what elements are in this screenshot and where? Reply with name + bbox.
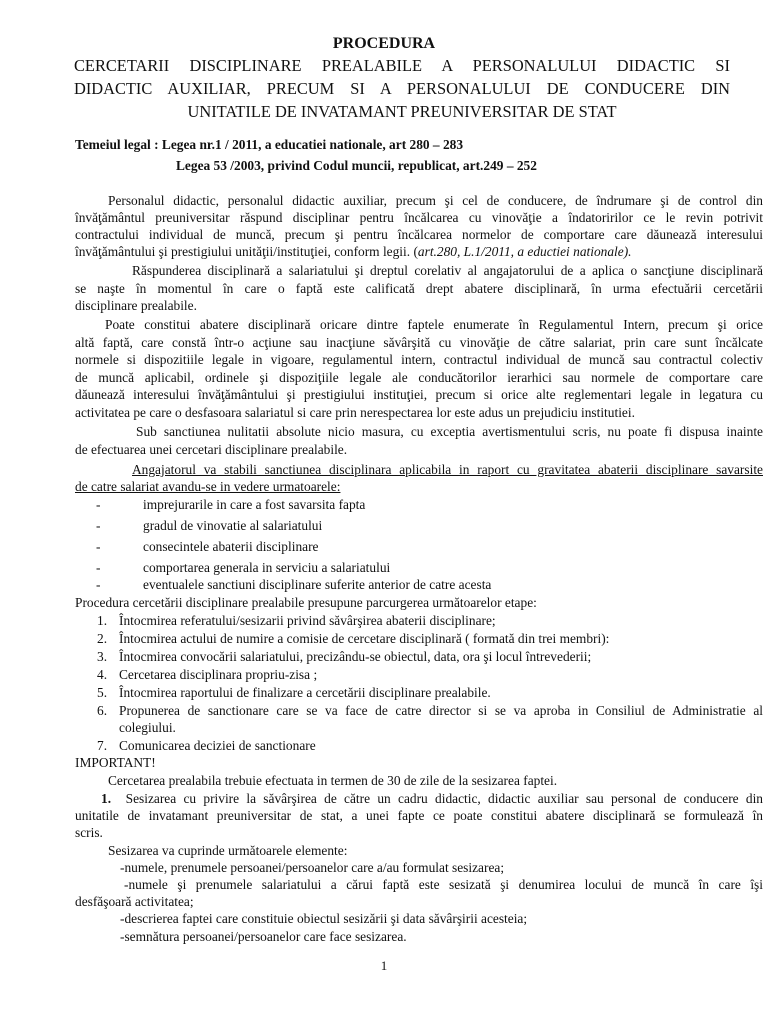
important-text: Cercetarea prealabila trebuie efectuata in termen de 30 de zile de la sesizarea faptei.	[108, 773, 558, 788]
section-line: unitatile de invatamant preuniversitar de stat, a unei fapte ce poate constitui abatere disciplinară se formulează în	[75, 808, 763, 823]
step-number: 7.	[97, 738, 108, 753]
legal-basis-line-2: Legea 53 /2003, privind Codul muncii, republicat, art.249 – 252	[176, 158, 537, 173]
step-number: 4.	[97, 667, 108, 682]
element-item-continued: desfăşoară activitatea;	[75, 894, 194, 909]
paragraph-line: se naşte în momentul în care o faptă este calificată drept abatere disciplinară, în urma efectuării cercetării	[75, 281, 763, 296]
section-number: 1.	[101, 791, 112, 806]
subtitle-line: DIDACTIC AUXILIAR, PRECUM SI A PERSONALULUI DE CONDUCERE DIN	[74, 79, 730, 98]
dash-bullet: -	[96, 560, 101, 575]
dash-bullet: -	[96, 577, 101, 592]
step-text: Întocmirea actului de numire a comisie de cercetare disciplinară ( formată din trei membri):	[119, 631, 610, 646]
paragraph-line: normele si dispozitiile legale in vigoare, regulamentul intern, contractul individual de muncă sau contractul colectiv	[75, 352, 763, 367]
legal-basis-line-1: Temeiul legal : Legea nr.1 / 2011, a educatiei nationale, art 280 – 283	[75, 137, 464, 152]
criteria-item: eventualele sanctiuni disciplinare suferite anterior de catre acesta	[143, 577, 492, 592]
paragraph-line: contractului individual de muncă, precum şi pentru încălcarea normelor de comportare care dăunează interesului	[75, 227, 763, 242]
paragraph-line: de efectuarea unei cercetari disciplinare prealabile.	[75, 442, 348, 457]
paragraph-line: Personalul didactic, personalul didactic auxiliar, precum şi cel de conducere, de îndrumare şi de control din	[108, 193, 763, 208]
element-item: -descrierea faptei care constituie obiectul sesizării şi data săvârşirii acesteia;	[120, 911, 528, 926]
criteria-item: gradul de vinovatie al salariatului	[143, 518, 323, 533]
step-number: 1.	[97, 613, 108, 628]
element-item: -numele şi prenumele salariatului a cărui faptă este sesizată şi denumirea locului de muncă în care îşi	[124, 877, 763, 892]
paragraph-line	[75, 243, 632, 260]
paragraph-line: Răspunderea disciplinară a salariatului şi dreptul corelativ al angajatorului de a aplica o sancţiune disciplinară	[132, 263, 763, 278]
step-text-continued: colegiului.	[119, 720, 176, 735]
dash-bullet: -	[96, 497, 101, 512]
step-text: Întocmirea convocării salariatului, precizându-se obiectul, data, ora şi locul întrevederii;	[119, 649, 592, 664]
element-item: -numele, prenumele persoanei/persoanelor care a/au formulat sesizarea;	[120, 860, 505, 875]
criteria-item: comportarea generala in serviciu a salariatului	[143, 560, 391, 575]
paragraph-line: altă faptă, care constă într-o acţiune sau inacţiune săvârşită cu vinovăţie de către salariat, prin care sunt încălcate	[75, 335, 763, 350]
underlined-paragraph-line: Angajatorul va stabili sanctiunea disciplinara aplicabila in raport cu gravitatea abaterii disciplinare savarsite	[132, 462, 763, 477]
page-number: 1	[380, 958, 388, 973]
step-number: 2.	[97, 631, 108, 646]
step-number: 3.	[97, 649, 108, 664]
paragraph-line: activitatea pe care o desfasoara salariatul si care prin nerespectarea lor este adus un prejudiciu institutiei.	[75, 405, 635, 420]
step-text: Cercetarea disciplinara propriu-zisa ;	[119, 667, 318, 682]
subtitle-line: CERCETARII DISCIPLINARE PREALABILE A PERSONALULUI DIDACTIC SI	[74, 56, 730, 75]
element-item: -semnătura persoanei/persoanelor care face sesizarea.	[120, 929, 407, 944]
step-number: 5.	[97, 685, 108, 700]
dash-bullet: -	[96, 539, 101, 554]
criteria-item: consecintele abaterii disciplinare	[143, 539, 319, 554]
paragraph-line: de muncă aplicabil, ordinele şi dispoziţiile legale ale conducătorilor ierarhici sau normele de comportare care	[75, 370, 763, 385]
underlined-paragraph-line: de catre salariat avandu-se in vedere urmatoarele:	[75, 479, 341, 494]
criteria-item: imprejurarile in care a fost savarsita fapta	[143, 497, 366, 512]
step-number: 6.	[97, 703, 108, 718]
important-heading: IMPORTANT!	[75, 755, 156, 770]
step-text: Propunerea de sanctionare care se va face de catre director si se va aproba in Consiliul de Administratie al	[119, 703, 763, 718]
paragraph-line: Sub sanctiunea nulitatii absolute nicio masura, cu exceptia avertismentului scris, nu poate fi dispusa inainte	[136, 424, 763, 439]
step-text: Întocmirea raportului de finalizare a cercetării disciplinare prealabile.	[119, 685, 491, 700]
section-line	[101, 790, 763, 807]
step-text: Comunicarea deciziei de sanctionare	[119, 738, 316, 753]
paragraph-line: dăunează interesului învăţământului şi prestigiului instituţiei, precum si orice alte reglementari legale in legatura cu	[75, 387, 763, 402]
paragraph-text: învăţământului şi prestigiului unităţii/instituţiei, conform legii. (	[75, 244, 418, 259]
step-text: Întocmirea referatului/sesizarii privind săvârşirea abaterii disciplinare;	[119, 613, 496, 628]
subtitle-line: UNITATILE DE INVATAMANT PREUNIVERSITAR DE STAT	[187, 102, 617, 121]
dash-bullet: -	[96, 518, 101, 533]
elements-intro: Sesizarea va cuprinde următoarele elemente:	[108, 843, 348, 858]
steps-intro: Procedura cercetării disciplinare prealabile presupune parcurgerea următoarelor etape:	[75, 595, 537, 610]
document-title: PROCEDURA	[332, 35, 436, 52]
paragraph-line: disciplinare prealabile.	[75, 298, 197, 313]
paragraph-line: învăţământul preuniversitar răspund disciplinar pentru încălcarea cu vinovăţie a îndatoririlor ce le revin potrivit	[75, 210, 763, 225]
section-text: Sesizarea cu privire la săvârşirea de către un cadru didactic, didactic auxiliar sau personal de conducere din	[125, 791, 764, 806]
legal-reference: art.280, L.1/2011, a eductiei nationale).	[417, 244, 632, 259]
section-line: scris.	[75, 825, 103, 840]
paragraph-line: Poate constitui abatere disciplinară oricare dintre faptele enumerate în Regulamentul Intern, precum şi orice	[105, 317, 763, 332]
